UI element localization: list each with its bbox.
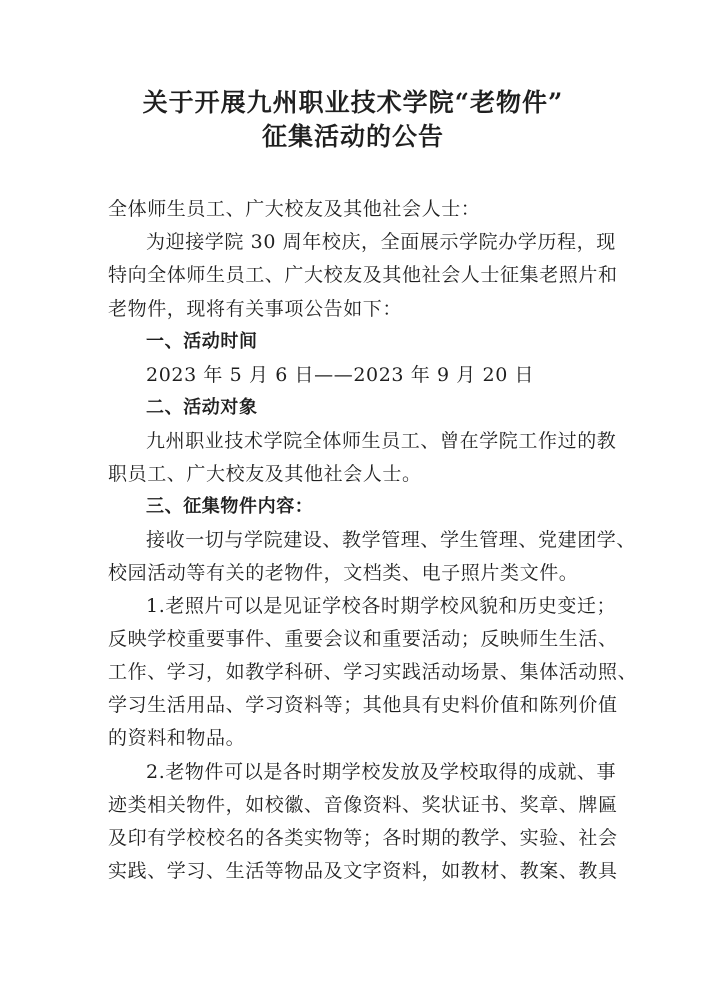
participants-line: 职员工、广大校友及其他社会人士。: [108, 463, 422, 485]
salutation: 全体师生员工、广大校友及其他社会人士：: [108, 198, 481, 220]
participants-line: 九州职业技术学院全体师生员工、曾在学院工作过的教: [146, 430, 617, 452]
item1-line: 的资料和物品。: [108, 727, 246, 749]
item2-line: 2.老物件可以是各时期学校发放及学校取得的成就、事: [146, 761, 617, 783]
activity-dates: 2023 年 5 月 6 日——2023 年 9 月 20 日: [146, 364, 535, 386]
item1-line: 1.老照片可以是见证学校各时期学校风貌和历史变迁；: [146, 595, 617, 617]
section-heading-time: 一、活动时间: [146, 331, 258, 352]
intro-line: 特向全体师生员工、广大校友及其他社会人士征集老照片和: [108, 264, 618, 286]
item1-line: 工作、学习，如教学科研、学习实践活动场景、集体活动照、: [108, 661, 638, 683]
item2-line: 实践、学习、生活等物品及文字资料，如教材、教案、教具: [108, 860, 618, 882]
section-heading-content: 三、征集物件内容：: [146, 496, 314, 517]
item1-line: 学习生活用品、学习资料等；其他具有史料价值和陈列价值: [108, 694, 618, 716]
item2-line: 及印有学校校名的各类实物等；各时期的教学、实验、社会: [108, 827, 618, 849]
content-intro-line: 接收一切与学院建设、教学管理、学生管理、党建团学、: [146, 529, 637, 551]
item2-line: 迹类相关物件，如校徽、音像资料、奖状证书、奖章、牌匾: [108, 794, 618, 816]
item1-line: 反映学校重要事件、重要会议和重要活动；反映师生生活、: [108, 628, 618, 650]
intro-line: 老物件，现将有关事项公告如下：: [108, 298, 403, 320]
intro-line: 为迎接学院 30 周年校庆，全面展示学院办学历程，现: [146, 231, 616, 253]
announcement-title-line2: 征集活动的公告: [261, 122, 444, 151]
content-intro-line: 校园活动等有关的老物件，文档类、电子照片类文件。: [108, 562, 579, 584]
section-heading-participants: 二、活动对象: [146, 397, 258, 418]
announcement-title-line1: 关于开展九州职业技术学院“老物件”: [142, 88, 564, 117]
